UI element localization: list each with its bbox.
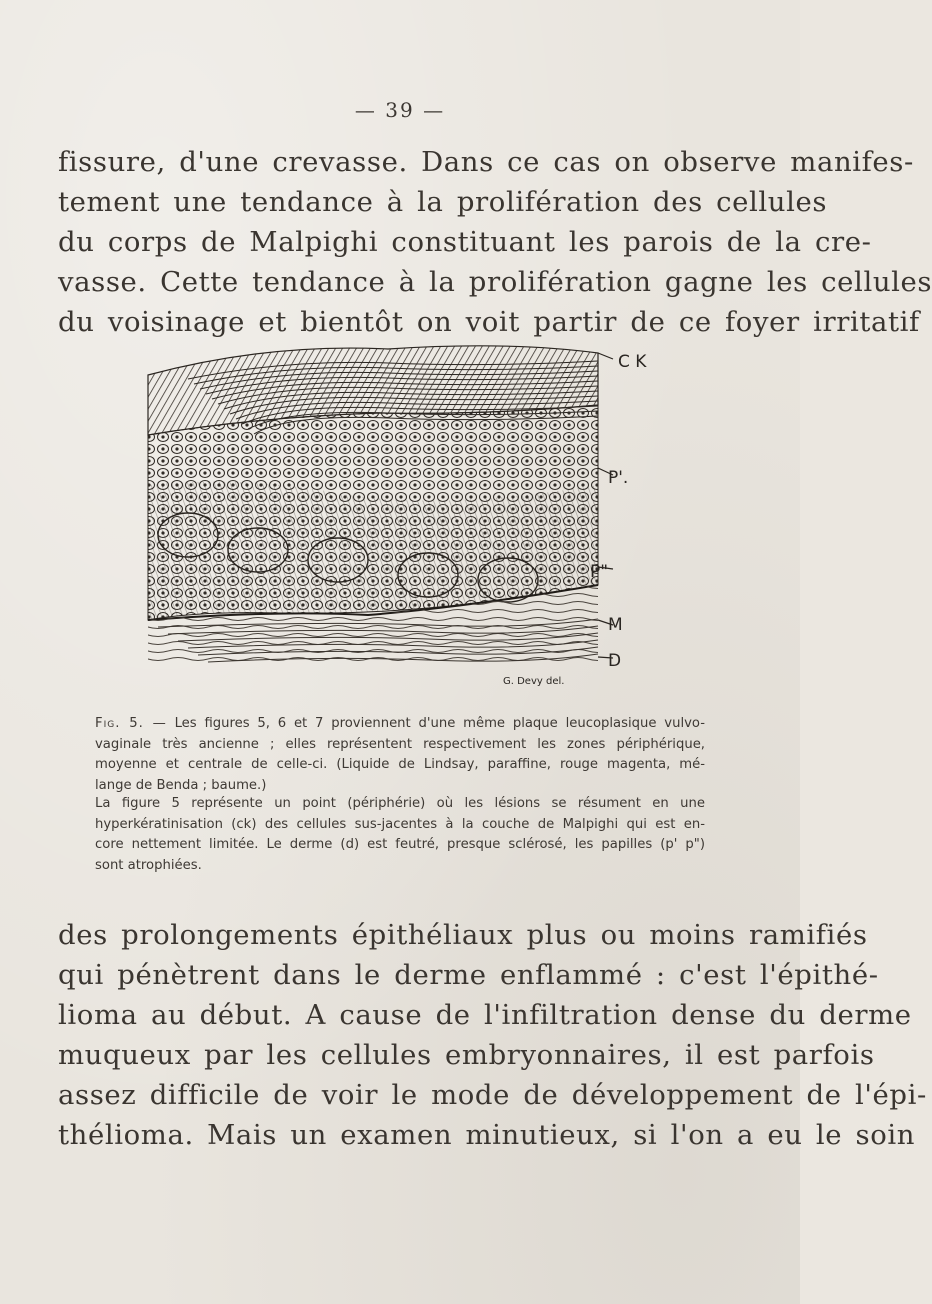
note-line: hyperkératinisation (ck) des cellules sus-jacentes à la couche de Malpighi qui est en- — [95, 816, 705, 832]
text-line: du voisinage et bientôt on voit partir de ce foyer irritatif — [58, 306, 920, 338]
label-p1: P'. — [608, 468, 629, 488]
label-d: D — [608, 651, 622, 671]
text-line: lioma au début. A cause de l'infiltration dense du derme — [58, 999, 912, 1031]
page-number: — 39 — — [354, 98, 446, 122]
bottom-paragraph — [58, 915, 927, 1155]
text-line: vasse. Cette tendance à la prolifération gagne les cellules — [58, 266, 932, 298]
engraver-signature: G. Devy del. — [503, 676, 565, 687]
text-line: du corps de Malpighi constituant les parois de la cre- — [58, 226, 872, 258]
histology-engraving — [128, 335, 608, 685]
caption-figure-ref: Fig. 5. — — [95, 716, 167, 731]
figure-caption — [95, 714, 705, 796]
label-leader — [598, 353, 613, 359]
caption-line: vaginale très ancienne ; elles représentent respectivement les zones périphérique, — [95, 736, 705, 752]
text-line: fissure, d'une crevasse. Dans ce cas on observe manifes- — [58, 146, 914, 178]
text-line: qui pénètrent dans le derme enflammé : c'est l'épithé- — [58, 959, 879, 991]
note-line: sont atrophiées. — [95, 857, 202, 873]
text-line: muqueux par les cellules embryonnaires, il est parfois — [58, 1039, 875, 1071]
text-line: assez difficile de voir le mode de développement de l'épi- — [58, 1079, 927, 1111]
histology-figure — [128, 335, 658, 705]
label-m: M — [608, 615, 623, 635]
text-line: des prolongements épithéliaux plus ou moins ramifiés — [58, 919, 868, 951]
text-line: thélioma. Mais un examen minutieux, si l'on a eu le soin — [58, 1119, 916, 1151]
label-p2: P" — [590, 562, 609, 582]
top-paragraph — [58, 142, 932, 342]
note-line: La figure 5 représente un point (périphérie) où les lésions se résument en une — [95, 796, 705, 811]
text-line: tement une tendance à la prolifération des cellules — [58, 186, 828, 218]
caption-line: Les figures 5, 6 et 7 proviennent d'une même plaque leucoplasique vulvo- — [174, 716, 706, 731]
caption-line: lange de Benda ; baume.) — [95, 777, 267, 793]
figure-note — [95, 794, 705, 876]
note-line: core nettement limitée. Le derme (d) est feutré, presque sclérosé, les papilles (p' p") — [95, 837, 705, 852]
label-ck: C K — [618, 352, 647, 372]
caption-line: moyenne et centrale de celle-ci. (Liquide de Lindsay, paraffine, rouge magenta, mé- — [95, 757, 705, 772]
